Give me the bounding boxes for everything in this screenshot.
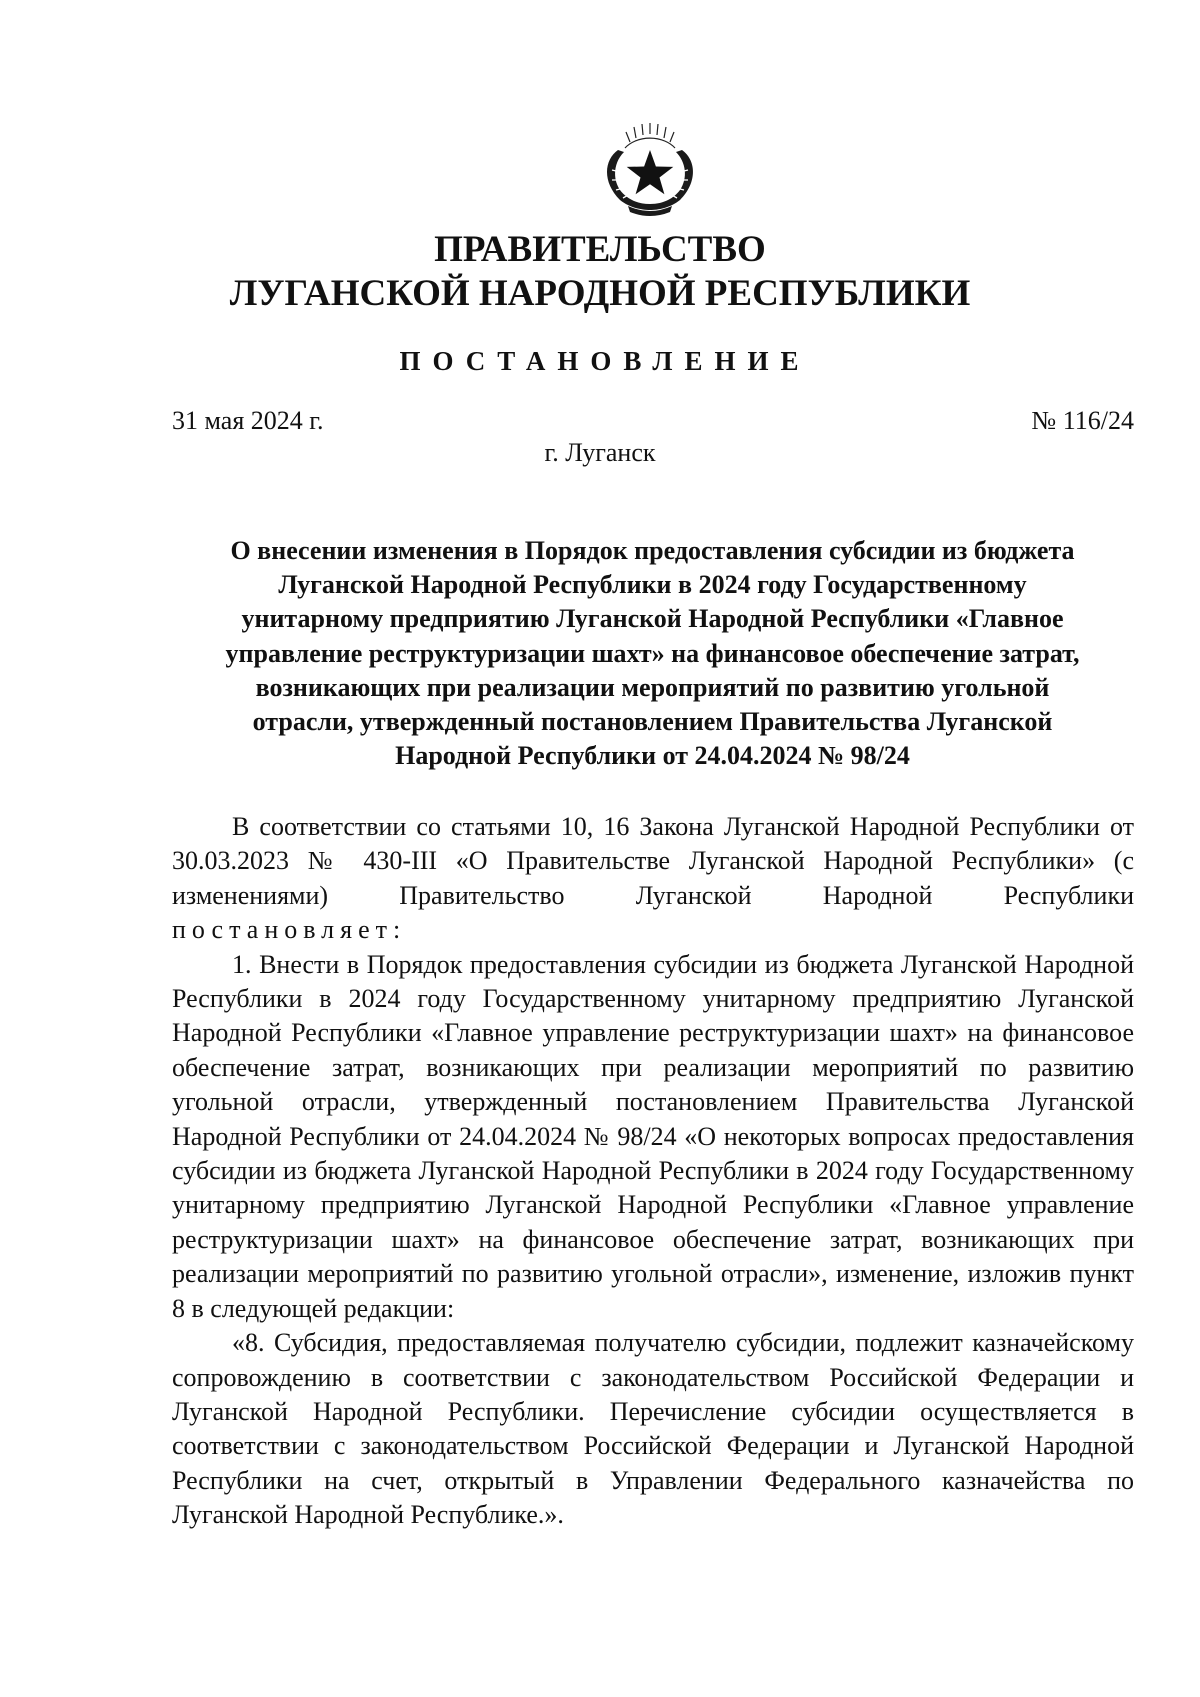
document-date: 31 мая 2024 г. [172, 406, 324, 435]
title-line: Народной Республики от 24.04.2024 № 98/24 [395, 741, 910, 771]
organization-name-line2: ЛУГАНСКОЙ НАРОДНОЙ РЕСПУБЛИКИ [229, 273, 971, 314]
item-8-paragraph: «8. Субсидия, предоставляемая получателю субсидии, подлежит казначейскому сопровождению в соответствии с законодательством Российской Федерации и Луганской Народной Республики. Перечисление субсидии осуществляется в соответствии с законодательством Российской Федерации и Луганской Народной Республики на счет, открытый в Управлении Федерального казначейства по Луганской Народной Республике.». [172, 1328, 1134, 1530]
document-number: № 116/24 [1031, 406, 1134, 435]
resolves-word: постановляет: [172, 915, 407, 945]
coat-of-arms-emblem [590, 120, 710, 220]
preamble-paragraph: В соответствии со статьями 10, 16 Закона Луганской Народной Республики от 30.03.2023 № 430-III «О Правительстве Луганской Народной Республики» (с изменениями) Правительство Луганской Народной Республики [172, 812, 1134, 910]
organization-name-line1: ПРАВИТЕЛЬСТВО [434, 229, 766, 270]
title-line: отрасли, утвержденный постановлением Правительства Луганской [252, 707, 1053, 737]
document-city: г. Луганск [544, 438, 656, 467]
title-line: унитарному предприятию Луганской Народной Республики «Главное [241, 604, 1064, 634]
title-line: управление реструктуризации шахт» на финансовое обеспечение затрат, [225, 638, 1080, 668]
title-line: Луганской Народной Республики в 2024 году Государственному [278, 570, 1027, 600]
title-line: О внесении изменения в Порядок предоставления субсидии из бюджета [230, 536, 1075, 565]
document-title [170, 534, 1135, 773]
document-body [172, 810, 1134, 1533]
document-type-heading: ПОСТАНОВЛЕНИЕ [399, 346, 811, 376]
title-line: возникающих при реализации мероприятий по развитию угольной [255, 672, 1050, 702]
item-1-paragraph: 1. Внести в Порядок предоставления субсидии из бюджета Луганской Народной Республики в 2024 году Государственному унитарному предприятию Луганской Народной Республики «Главное управление реструктуризации шахт» на финансовое обеспечение затрат, возникающих при реализации мероприятий по развитию угольной отрасли, утвержденный постановлением Правительства Луганской Народной Республики от 24.04.2024 № 98/24 «О некоторых вопросах предоставления субсидии из бюджета Луганской Народной Республики в 2024 году Государственному унитарному предприятию Луганской Народной Республики «Главное управление реструктуризации шахт» на финансовое обеспечение затрат, возникающих при реализации мероприятий по развитию угольной отрасли», изменение, изложив пункт 8 в следующей редакции: [172, 949, 1134, 1323]
